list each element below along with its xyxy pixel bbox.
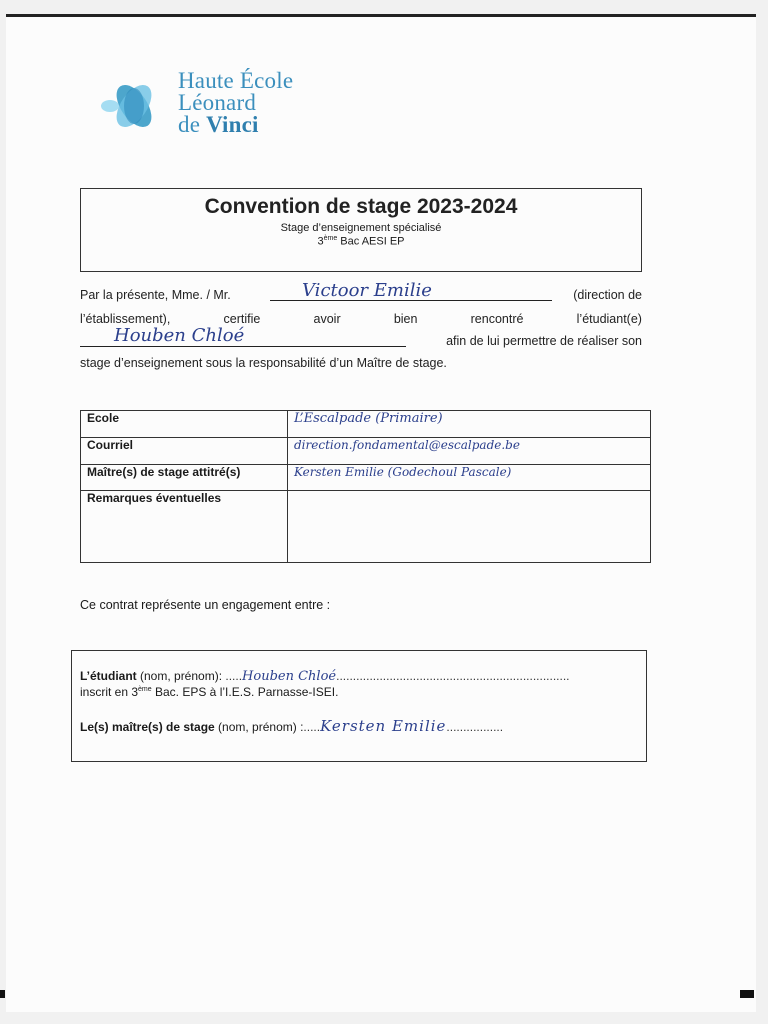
level-number: 3 [317,235,324,248]
certification-line-2 [80,312,642,326]
logo-line-3 [178,114,293,136]
document-title: Convention de stage 2023-2024 [204,195,518,218]
school-info-table [80,410,651,563]
word-6: l’étudiant(e) [576,312,642,326]
enrolled-prefix: inscrit en 3 [80,685,139,699]
remarks-label: Remarques éventuelles [81,491,288,563]
logo-line-3-prefix: de [178,112,207,137]
student-name-handwritten: Houben Chloé [114,325,245,346]
mentor-label: Maître(s) de stage attitré(s) [81,465,288,491]
level-suffix: Bac AESI EP [337,235,405,248]
logo-line-1: Haute École [178,68,294,93]
mentor-value: Kersten Emilie (Godechoul Pascale) [288,465,651,491]
school-logo [96,70,396,146]
contract-intro: Ce contrat représente un engagement entre : [80,598,331,612]
engagement-box [71,650,647,762]
mentor-label-bold: Le(s) maître(s) de stage [80,720,215,734]
student-value-handwritten: Houben Chloé [242,669,337,684]
remarks-value [288,491,651,563]
mentor-label-rest: (nom, prénom) : [214,720,304,734]
logo-line-3-bold: Vinci [206,112,259,137]
certification-line-1 [80,280,642,310]
student-dots-after: ...................................................................... [336,669,570,683]
email-value: direction.fondamental@escalpade.be [288,438,651,465]
certification-line-3 [80,325,642,356]
enrolled-sup: ème [138,686,152,693]
enrolled-suffix: Bac. EPS à l’I.E.S. Parnasse-ISEI. [151,685,339,699]
table-row [81,491,651,563]
logo-mark-icon [96,70,172,140]
scan-edge-mark-left [0,990,5,998]
table-row [81,465,651,491]
school-value: L’Escalpade (Primaire) [288,411,651,438]
email-label: Courriel [81,438,288,465]
school-label: Ecole [81,411,288,438]
certification-after-name: (direction de [573,288,642,302]
mentor-dots-before: ..... [303,720,321,734]
certification-line-4: stage d’enseignement sous la responsabilité d’un Maître de stage. [80,356,447,370]
table-row [81,438,651,465]
table-row [81,411,651,438]
title-box [80,188,642,272]
director-name-handwritten: Victoor Emilie [302,280,432,301]
word-3: avoir [313,312,341,326]
word-5: rencontré [470,312,524,326]
certification-intro: Par la présente, Mme. / Mr. [80,288,231,302]
word-4: bien [393,312,418,326]
document-subtitle: Stage d’enseignement spécialisé [280,222,442,234]
student-row [80,669,570,684]
mentor-value-handwritten: Kersten Emilie [320,717,447,735]
student-label-rest: (nom, prénom): [136,669,226,683]
mentor-row [80,717,503,735]
level-sup: ème [323,235,338,242]
scan-edge-mark-right [740,990,754,998]
student-dots-before: ..... [225,669,243,683]
program-level [81,235,641,248]
certification-after-student: afin de lui permettre de réaliser son [446,334,642,348]
enrolled-row [80,685,338,699]
word-2: certifie [223,312,261,326]
student-label-bold: L’étudiant [80,669,137,683]
logo-line-2: Léonard [178,90,257,115]
word-1: l’établissement), [80,312,171,326]
mentor-dots-after: ................. [446,720,504,734]
logo-text [178,70,293,136]
